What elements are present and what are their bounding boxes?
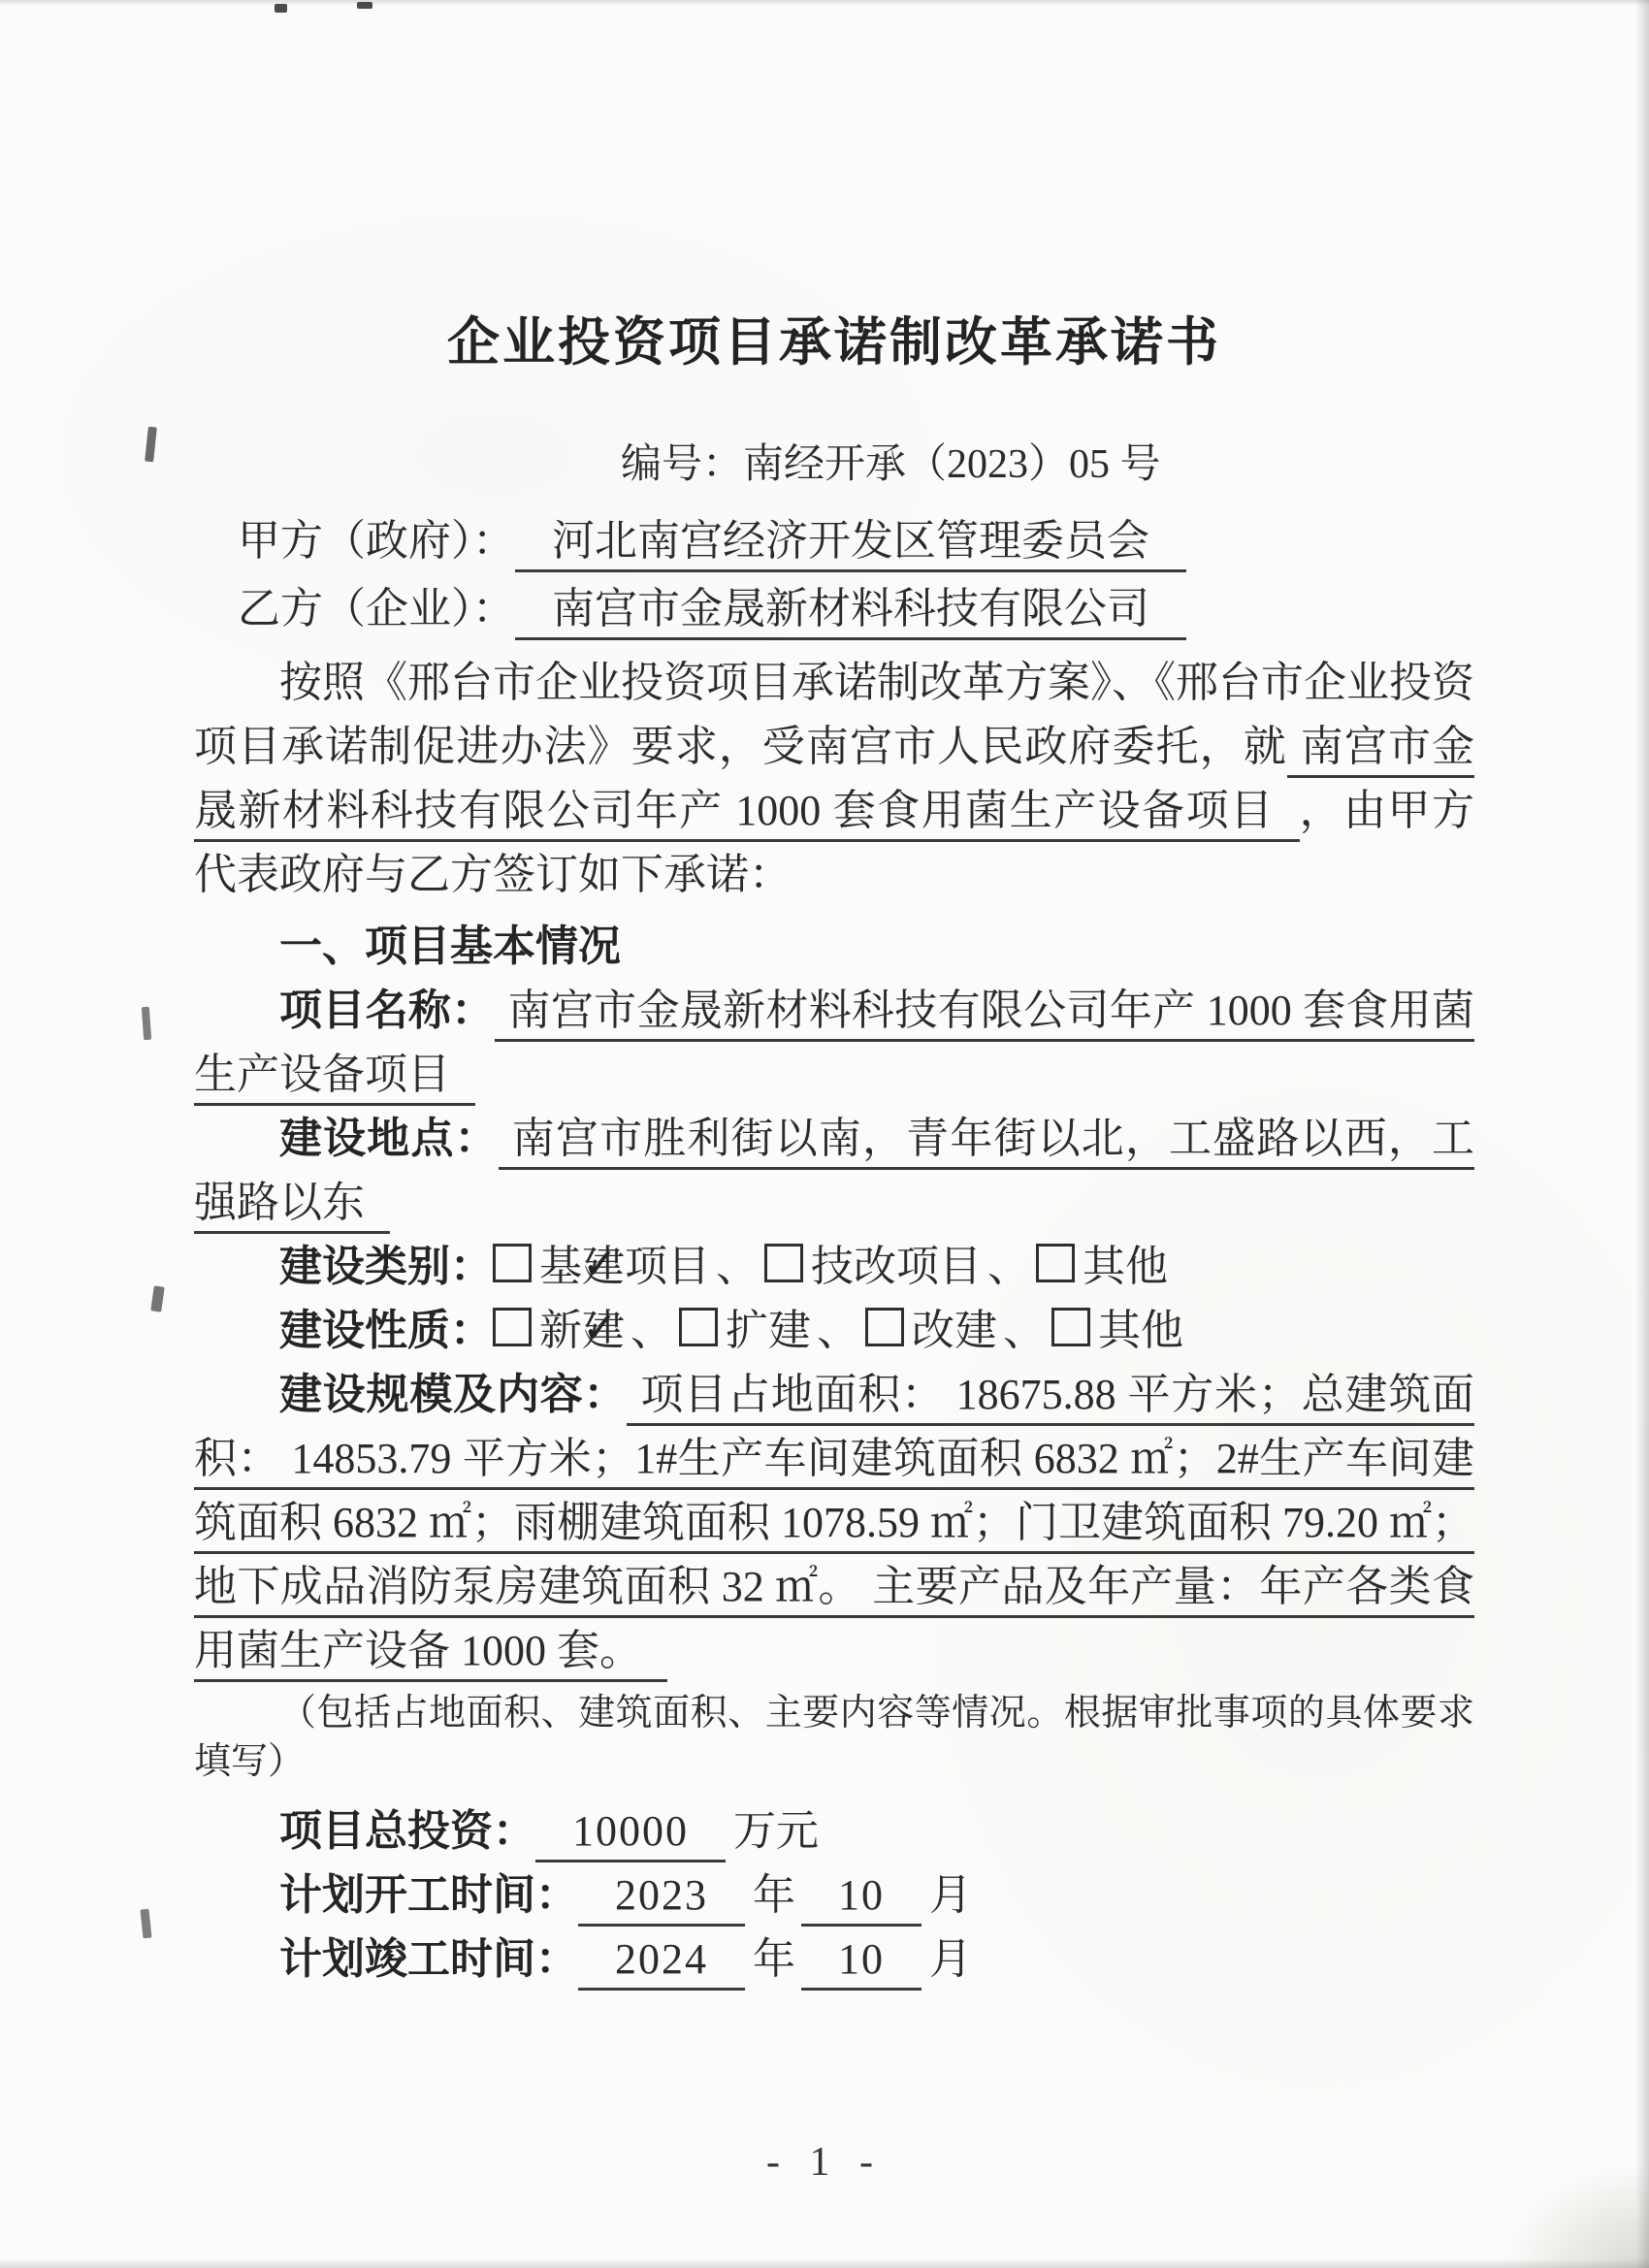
checkbox-icon — [865, 1308, 904, 1346]
intro-text: 按照《邢台市企业投资项目承诺制改革方案》、《邢台市企业投资项目承诺制促进办法》要求，受南宫市人民政府委托，就 — [194, 659, 1474, 770]
nature-option-label: 扩建 — [726, 1307, 811, 1354]
option-separator: 、 — [1003, 1307, 1046, 1354]
party-a-label: 甲方（政府）： — [238, 517, 515, 565]
start-date-field — [194, 1863, 1474, 1928]
scale-label: 建设规模及内容： — [279, 1371, 628, 1418]
start-month-value: 10 — [801, 1871, 922, 1927]
party-a-line — [194, 513, 1474, 569]
option-separator: 、 — [630, 1307, 673, 1354]
option-separator: 、 — [987, 1243, 1030, 1290]
party-b-line — [194, 581, 1474, 637]
location-label: 建设地点： — [279, 1115, 499, 1162]
checkbox-checked-icon — [493, 1308, 532, 1346]
doc-number-value: 南经开承（2023）05 号 — [743, 442, 1161, 487]
year-unit: 年 — [753, 1935, 795, 1983]
investment-unit: 万元 — [733, 1807, 819, 1855]
nature-option-label: 其他 — [1098, 1307, 1183, 1354]
finish-date-field — [194, 1928, 1474, 1992]
intro-text-tail: ，由甲方代表政府与乙方签订如下承诺： — [194, 787, 1475, 898]
page-number: - 1 - — [766, 2140, 883, 2185]
scale-value: 项目占地面积： 18675.88 平方米；总建筑面积： 14853.79 平方米；1#生产车间建筑面积 6832 ㎡；2#生产车间建筑面积 6832 ㎡；雨棚建筑面积 1078.59 ㎡；门卫建筑面积 79.20 ㎡；地下成品消防泵房建筑面积 32 ㎡。 主要产品及年产量：年产各类食用菌生产设备 1000 套。 — [194, 1371, 1474, 1682]
nature-option-label: 新建 — [539, 1307, 625, 1354]
project-name-label: 项目名称： — [279, 987, 495, 1034]
category-option-label: 技改项目 — [811, 1243, 982, 1290]
project-name-value: 南宫市金晟新材料科技有限公司年产 1000 套食用菌生产设备项目 — [194, 987, 1474, 1106]
option-separator: 、 — [716, 1243, 759, 1290]
scan-artifact — [145, 427, 157, 463]
scan-artifact — [150, 1285, 165, 1312]
nature-field — [194, 1299, 1474, 1363]
scan-artifact — [0, 2258, 1649, 2268]
party-a-value: 河北南宫经济开发区管理委员会 — [515, 517, 1186, 572]
option-separator: 、 — [817, 1307, 859, 1354]
month-unit: 月 — [929, 1935, 972, 1983]
intro-paragraph — [194, 651, 1474, 907]
checkbox-icon — [679, 1308, 718, 1346]
section-heading: 一、项目基本情况 — [279, 923, 621, 970]
category-field — [194, 1235, 1474, 1299]
category-option-label: 基建项目 — [539, 1243, 710, 1290]
start-date-label: 计划开工时间： — [279, 1871, 578, 1919]
scan-artifact — [1635, 0, 1649, 2268]
document-title: 企业投资项目承诺制改革承诺书 — [447, 313, 1221, 372]
intro-project-name-underlined: 南宫市金晟新材料科技有限公司年产 1000 套食用菌生产设备项目 — [194, 723, 1474, 842]
investment-field — [194, 1799, 1474, 1863]
scan-artifact — [140, 1909, 151, 1939]
party-b-label: 乙方（企业）： — [238, 585, 515, 632]
category-option-label: 其他 — [1083, 1243, 1168, 1290]
start-year-value: 2023 — [578, 1871, 745, 1927]
finish-date-label: 计划竣工时间： — [279, 1935, 578, 1983]
category-label: 建设类别： — [279, 1243, 493, 1290]
checkbox-checked-icon — [493, 1244, 532, 1282]
checkbox-icon — [764, 1244, 803, 1282]
scan-artifact — [142, 1007, 151, 1040]
checkbox-icon — [1051, 1308, 1090, 1346]
project-name-field — [194, 979, 1474, 1107]
location-field — [194, 1107, 1474, 1235]
month-unit: 月 — [929, 1871, 972, 1919]
field-note: （包括占地面积、建筑面积、主要内容等情况。根据审批事项的具体要求填写） — [194, 1693, 1474, 1782]
party-b-value: 南宫市金晟新材料科技有限公司 — [515, 585, 1186, 640]
investment-value: 10000 — [535, 1807, 726, 1863]
document-body — [194, 0, 1474, 1992]
year-unit: 年 — [753, 1871, 795, 1919]
doc-number-line — [194, 439, 1474, 490]
doc-number-label: 编号： — [621, 442, 744, 487]
nature-label: 建设性质： — [279, 1307, 493, 1354]
checkbox-icon — [1036, 1244, 1075, 1282]
investment-label: 项目总投资： — [279, 1807, 535, 1855]
scale-field — [194, 1363, 1474, 1683]
finish-month-value: 10 — [801, 1935, 922, 1991]
location-value: 南宫市胜利街以南，青年街以北，工盛路以西，工强路以东 — [194, 1115, 1474, 1234]
finish-year-value: 2024 — [578, 1935, 745, 1991]
nature-option-label: 改建 — [912, 1307, 997, 1354]
